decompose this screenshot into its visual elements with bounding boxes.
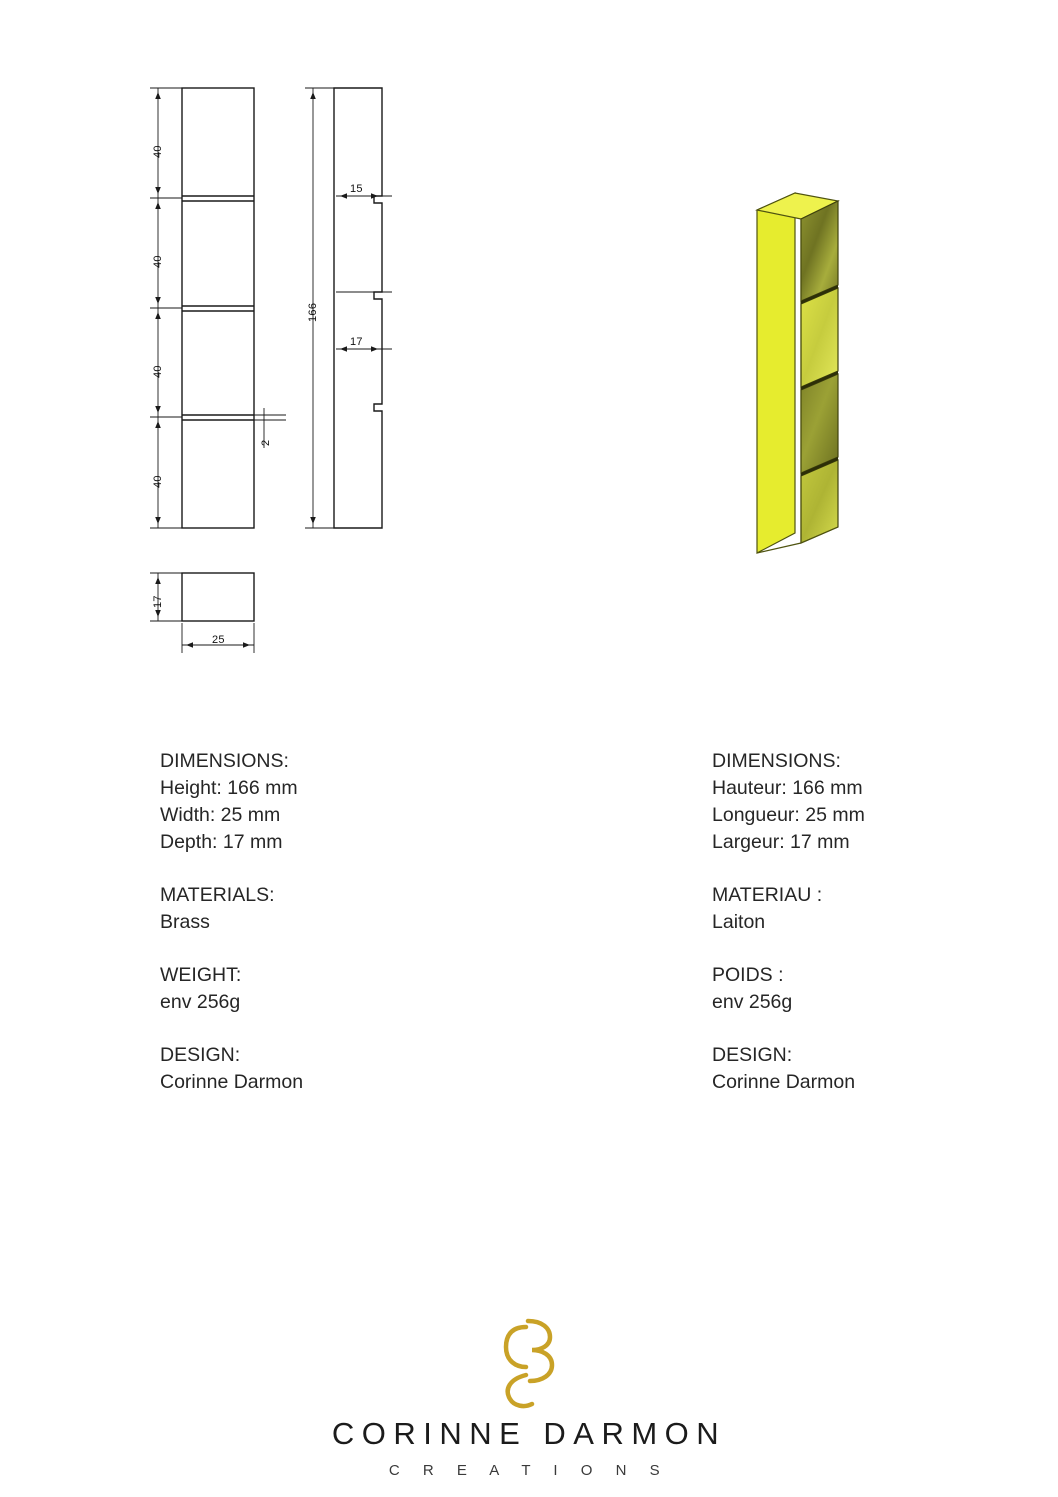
spec-fr-weight-value: env 256g [712, 991, 793, 1013]
brand-tagline: C R E A T I O N S [388, 1462, 670, 1479]
render-panel-2 [801, 288, 838, 387]
product-render [735, 175, 915, 575]
dim-top-depth: 17 [152, 595, 164, 608]
spec-fr-width: Longueur: 25 mm [712, 804, 865, 826]
specifications-english [160, 748, 303, 1096]
spec-en-design-title: DESIGN: [160, 1044, 241, 1066]
spec-fr-dimensions [712, 748, 865, 856]
spec-en-design [160, 1042, 303, 1096]
front-view-outline [182, 88, 254, 528]
dim-front-segment-4: 40 [152, 475, 164, 488]
dim-side-17: 17 [350, 336, 363, 348]
spec-en-materials [160, 882, 303, 936]
spec-fr-materials-title: MATERIAU : [712, 884, 823, 906]
render-svg [735, 175, 915, 575]
dim-front-segment-1: 40 [152, 145, 164, 158]
spec-en-width: Width: 25 mm [160, 804, 281, 826]
dim-front-segment-2: 40 [152, 255, 164, 268]
spec-fr-dimensions-title: DIMENSIONS: [712, 750, 841, 772]
footer [0, 1309, 1058, 1479]
spec-en-design-value: Corinne Darmon [160, 1071, 304, 1093]
top-view-outline [182, 573, 254, 621]
spec-en-materials-title: MATERIALS: [160, 884, 275, 906]
spec-fr-design [712, 1042, 865, 1096]
render-front-face [757, 193, 795, 553]
spec-fr-materials [712, 882, 865, 936]
spec-fr-depth: Largeur: 17 mm [712, 831, 850, 853]
spec-en-dimensions-title: DIMENSIONS: [160, 750, 289, 772]
spec-en-dimensions [160, 748, 303, 856]
spec-en-weight-value: env 256g [160, 991, 241, 1013]
spec-fr-height: Hauteur: 166 mm [712, 777, 863, 799]
spec-en-materials-value: Brass [160, 911, 210, 933]
spec-fr-weight [712, 962, 865, 1016]
spec-en-weight-title: WEIGHT: [160, 964, 242, 986]
spec-en-height: Height: 166 mm [160, 777, 298, 799]
dim-notch-2: 2 [260, 439, 272, 446]
dim-side-15: 15 [350, 183, 363, 195]
render-panel-1 [801, 201, 838, 301]
spec-fr-weight-title: POIDS : [712, 964, 784, 986]
dim-overall-height: 166 [307, 302, 319, 322]
dim-front-segment-3: 40 [152, 365, 164, 378]
spec-en-depth: Depth: 17 mm [160, 831, 283, 853]
brand-name: CORINNE DARMON [331, 1416, 727, 1451]
render-panel-3 [801, 374, 838, 473]
spec-fr-design-title: DESIGN: [712, 1044, 793, 1066]
spec-en-weight [160, 962, 303, 1016]
side-view-outline [334, 88, 382, 528]
brand-logo-icon [484, 1309, 574, 1414]
specifications-french [712, 748, 865, 1096]
spec-fr-design-value: Corinne Darmon [712, 1071, 856, 1093]
dim-top-width: 25 [212, 634, 225, 646]
spec-fr-materials-value: Laiton [712, 911, 766, 933]
